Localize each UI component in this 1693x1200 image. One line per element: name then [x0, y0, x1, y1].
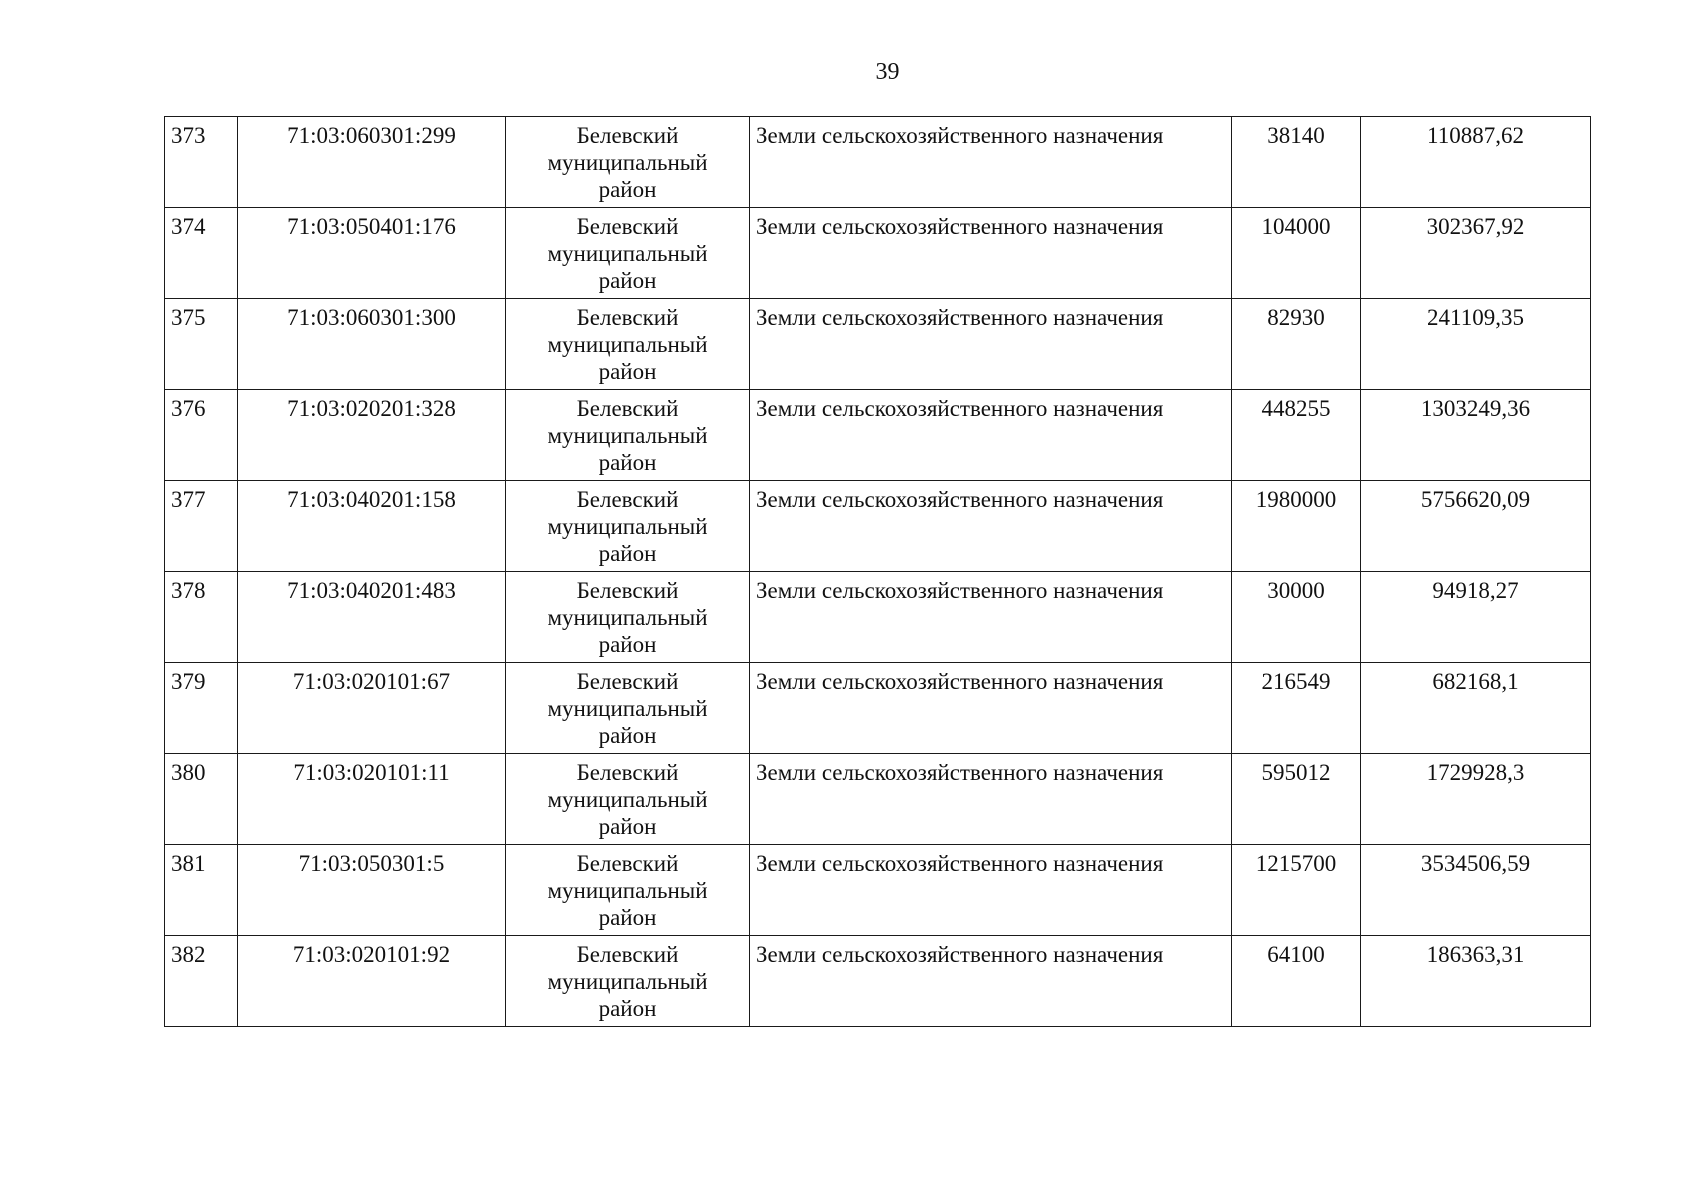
municipality-line: Белевский: [576, 851, 679, 876]
cadastral-value: 3534506,59: [1361, 845, 1591, 936]
cadastral-value: 186363,31: [1361, 936, 1591, 1027]
land-category: Земли сельскохозяйственного назначения: [750, 845, 1232, 936]
cadastral-number: 71:03:020101:11: [238, 754, 506, 845]
area: 64100: [1232, 936, 1361, 1027]
municipality-line: Белевский: [576, 669, 679, 694]
page-number: 39: [875, 59, 900, 85]
municipality-line: муниципальный: [547, 332, 708, 357]
cadastral-number: 71:03:050301:5: [238, 845, 506, 936]
cadastral-value: 1303249,36: [1361, 390, 1591, 481]
municipality: [506, 663, 750, 754]
land-category: Земли сельскохозяйственного назначения: [750, 663, 1232, 754]
table-row: [165, 481, 1591, 572]
cadastral-number: 71:03:020201:328: [238, 390, 506, 481]
municipality-line: муниципальный: [547, 605, 708, 630]
municipality-line: Белевский: [576, 942, 679, 967]
table-row: [165, 663, 1591, 754]
land-category: Земли сельскохозяйственного назначения: [750, 117, 1232, 208]
municipality-line: муниципальный: [547, 787, 708, 812]
municipality-line: Белевский: [576, 760, 679, 785]
area: 38140: [1232, 117, 1361, 208]
land-category: Земли сельскохозяйственного назначения: [750, 299, 1232, 390]
land-category: Земли сельскохозяйственного назначения: [750, 208, 1232, 299]
municipality-line: муниципальный: [547, 969, 708, 994]
municipality: [506, 117, 750, 208]
municipality-line: муниципальный: [547, 514, 708, 539]
cadastral-value: 5756620,09: [1361, 481, 1591, 572]
row-number: 375: [165, 299, 238, 390]
land-plots-table: [164, 116, 1591, 1027]
row-number: 376: [165, 390, 238, 481]
municipality-line: район: [598, 632, 657, 657]
municipality: [506, 845, 750, 936]
table-body: [165, 117, 1591, 1027]
row-number: 379: [165, 663, 238, 754]
table-row: [165, 390, 1591, 481]
municipality: [506, 481, 750, 572]
municipality: [506, 390, 750, 481]
row-number: 374: [165, 208, 238, 299]
land-category: Земли сельскохозяйственного назначения: [750, 481, 1232, 572]
row-number: 378: [165, 572, 238, 663]
municipality: [506, 299, 750, 390]
cadastral-value: 682168,1: [1361, 663, 1591, 754]
table-row: [165, 208, 1591, 299]
row-number: 381: [165, 845, 238, 936]
municipality-line: район: [598, 268, 657, 293]
cadastral-number: 71:03:060301:299: [238, 117, 506, 208]
table-row: [165, 299, 1591, 390]
municipality-line: Белевский: [576, 123, 679, 148]
table-row: [165, 117, 1591, 208]
cadastral-value: 110887,62: [1361, 117, 1591, 208]
area: 82930: [1232, 299, 1361, 390]
table-row: [165, 936, 1591, 1027]
municipality: [506, 754, 750, 845]
cadastral-number: 71:03:020101:92: [238, 936, 506, 1027]
municipality-line: Белевский: [576, 214, 679, 239]
municipality-line: муниципальный: [547, 423, 708, 448]
municipality: [506, 208, 750, 299]
municipality-line: район: [598, 723, 657, 748]
municipality-line: район: [598, 541, 657, 566]
land-category: Земли сельскохозяйственного назначения: [750, 390, 1232, 481]
land-category: Земли сельскохозяйственного назначения: [750, 572, 1232, 663]
row-number: 377: [165, 481, 238, 572]
municipality-line: муниципальный: [547, 878, 708, 903]
municipality-line: Белевский: [576, 487, 679, 512]
cadastral-number: 71:03:050401:176: [238, 208, 506, 299]
cadastral-number: 71:03:040201:483: [238, 572, 506, 663]
area: 595012: [1232, 754, 1361, 845]
cadastral-number: 71:03:020101:67: [238, 663, 506, 754]
area: 104000: [1232, 208, 1361, 299]
area: 1215700: [1232, 845, 1361, 936]
municipality-line: район: [598, 905, 657, 930]
cadastral-number: 71:03:060301:300: [238, 299, 506, 390]
table-row: [165, 754, 1591, 845]
municipality-line: муниципальный: [547, 696, 708, 721]
municipality-line: муниципальный: [547, 150, 708, 175]
municipality-line: Белевский: [576, 578, 679, 603]
municipality-line: район: [598, 177, 657, 202]
row-number: 382: [165, 936, 238, 1027]
municipality-line: Белевский: [576, 305, 679, 330]
table-row: [165, 845, 1591, 936]
row-number: 373: [165, 117, 238, 208]
municipality-line: муниципальный: [547, 241, 708, 266]
cadastral-value: 302367,92: [1361, 208, 1591, 299]
municipality-line: район: [598, 450, 657, 475]
municipality: [506, 936, 750, 1027]
cadastral-value: 94918,27: [1361, 572, 1591, 663]
municipality-line: район: [598, 814, 657, 839]
area: 448255: [1232, 390, 1361, 481]
municipality: [506, 572, 750, 663]
area: 1980000: [1232, 481, 1361, 572]
cadastral-value: 1729928,3: [1361, 754, 1591, 845]
table-row: [165, 572, 1591, 663]
cadastral-value: 241109,35: [1361, 299, 1591, 390]
municipality-line: район: [598, 996, 657, 1021]
row-number: 380: [165, 754, 238, 845]
municipality-line: район: [598, 359, 657, 384]
cadastral-number: 71:03:040201:158: [238, 481, 506, 572]
area: 30000: [1232, 572, 1361, 663]
municipality-line: Белевский: [576, 396, 679, 421]
area: 216549: [1232, 663, 1361, 754]
land-category: Земли сельскохозяйственного назначения: [750, 754, 1232, 845]
land-category: Земли сельскохозяйственного назначения: [750, 936, 1232, 1027]
